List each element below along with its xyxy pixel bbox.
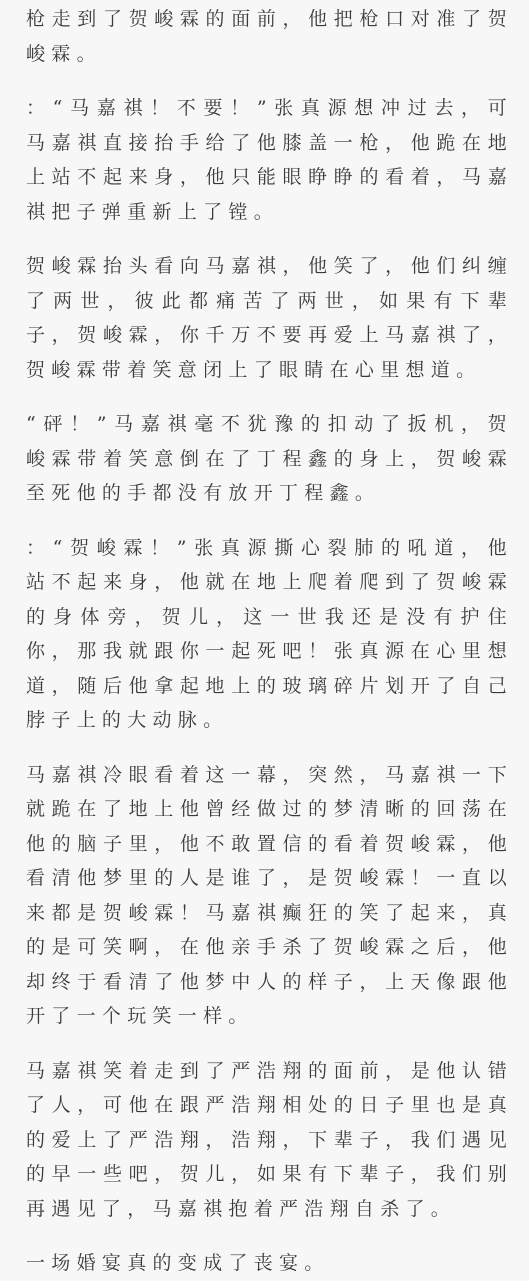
paragraph-6: 马嘉祺冷眼看着这一幕，突然，马嘉祺一下就跪在了地上他曾经做过的梦清晰的回荡在他的脑子里，他不敢置信的看着贺峻霖，他看清他梦里的人是谁了，是贺峻霖！一直以来都是贺峻霖！马嘉祺癫狂的笑了起来，真的是可笑啊，在他亲手杀了贺峻霖之后，他却终于看清了他梦中人的样子，上天像跟他开了一个玩笑一样。 — [26, 763, 513, 1027]
paragraph-1: 枪走到了贺峻霖的面前，他把枪口对准了贺峻霖。 — [26, 8, 513, 65]
paragraph-4: “砰！”马嘉祺毫不犹豫的扣动了扳机，贺峻霖带着笑意倒在了丁程鑫的身上，贺峻霖至死他的手都没有放开丁程鑫。 — [26, 413, 513, 504]
paragraph-3: 贺峻霖抬头看向马嘉祺，他笑了，他们纠缠了两世，彼此都痛苦了两世，如果有下辈子，贺峻霖，你千万不要再爱上马嘉祺了，贺峻霖带着笑意闭上了眼睛在心里想道。 — [26, 255, 513, 381]
paragraph-5: ：“贺峻霖！”张真源撕心裂肺的吼道，他站不起来身，他就在地上爬着爬到了贺峻霖的身体旁，贺儿，这一世我还是没有护住你，那我就跟你一起死吧！张真源在心里想道，随后他拿起地上的玻璃碎片划开了自己脖子上的大动脉。 — [26, 536, 513, 731]
paragraph-2: ：“马嘉祺！不要！”张真源想冲过去，可马嘉祺直接抬手给了他膝盖一枪，他跪在地上站不起来身，他只能眼睁睁的看着，马嘉祺把子弹重新上了镗。 — [26, 97, 513, 223]
paragraph-7: 马嘉祺笑着走到了严浩翔的面前，是他认错了人，可他在跟严浩翔相处的日子里也是真的爱上了严浩翔，浩翔，下辈子，我们遇见的早一些吧，贺儿，如果有下辈子，我们别再遇见了，马嘉祺抱着严浩翔自杀了。 — [26, 1059, 513, 1220]
paragraph-8: 一场婚宴真的变成了丧宴。 — [26, 1252, 330, 1274]
